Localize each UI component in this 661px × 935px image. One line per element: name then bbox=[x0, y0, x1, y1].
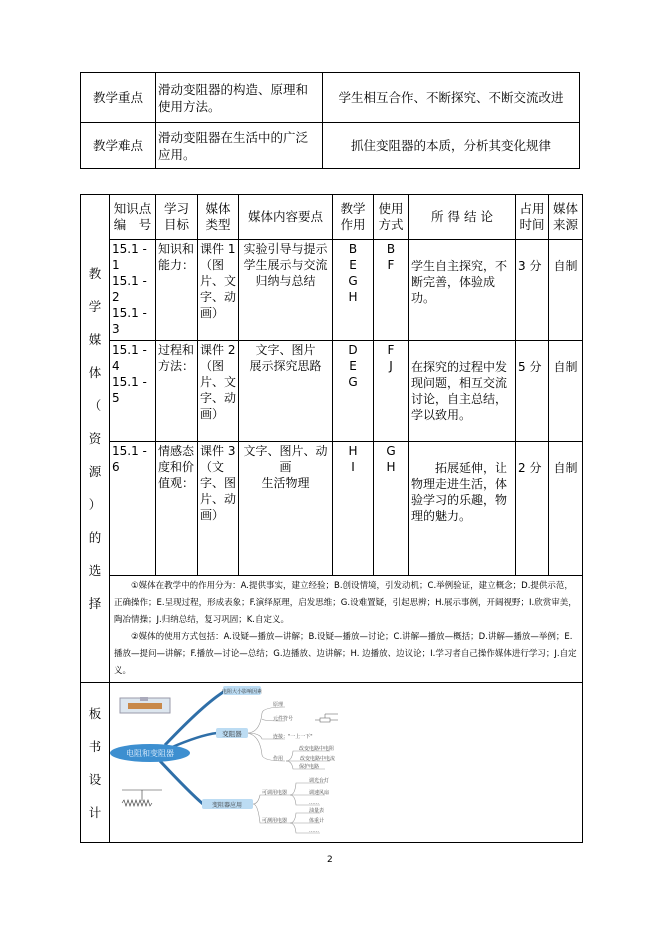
cell-goal: 情感态度和价值观： bbox=[156, 442, 198, 576]
board-label-char: 板 bbox=[88, 705, 102, 721]
cell-type: 课件 2（图片、文字、动画） bbox=[198, 341, 239, 442]
row-label: 教学难点 bbox=[81, 123, 156, 169]
column-header: 占用时间 bbox=[516, 195, 549, 240]
column-header: 媒体来源 bbox=[549, 195, 583, 240]
board-label-char: 设 bbox=[88, 771, 102, 787]
cell-goal: 过程和方法： bbox=[156, 341, 198, 442]
mind-map bbox=[110, 683, 392, 838]
notes-row bbox=[81, 576, 583, 683]
side-label bbox=[81, 195, 110, 683]
header-row bbox=[81, 195, 583, 240]
cell-time: 2 分 bbox=[516, 442, 549, 576]
side-label-char: 学 bbox=[88, 299, 102, 314]
board-label-char: 书 bbox=[88, 738, 102, 754]
cell-conclusion: 拓展延伸，让物理走进生活，体验学习的乐趣，物理的魅力。 bbox=[409, 442, 516, 576]
table-row bbox=[81, 240, 583, 341]
side-label-char: 体 bbox=[88, 365, 102, 380]
node-label: 保护电路 bbox=[299, 764, 320, 770]
side-label-char: 媒 bbox=[88, 332, 102, 347]
cell-type: 课件 3（文字、图片、动画） bbox=[198, 442, 239, 576]
cell-role: H I bbox=[333, 442, 374, 576]
side-label-char: 教 bbox=[88, 266, 102, 281]
column-header: 使用方式 bbox=[374, 195, 409, 240]
side-label-char: （ bbox=[88, 398, 102, 413]
board-label-char: 计 bbox=[88, 804, 102, 820]
board-label bbox=[81, 683, 110, 843]
node-label: 体重计 bbox=[309, 818, 325, 824]
cell-mode: F J bbox=[374, 341, 409, 442]
node-label: 原理 bbox=[273, 702, 284, 708]
column-header: 媒体内容要点 bbox=[239, 195, 333, 240]
cell-code: 15.1 -1 15.1 -2 15.1 -3 bbox=[110, 240, 156, 341]
node-label: …… bbox=[309, 800, 319, 806]
side-label-char: 选 bbox=[88, 563, 102, 578]
branch-line bbox=[170, 733, 217, 748]
media-role-note: ①媒体在教学中的作用分为：A.提供事实，建立经验；B.创设情境，引发动机；C.举例验证，建立概念；D.提供示范，正确操作；E.呈现过程，形成表象；F.演绎原理，启发思维；G.设难置疑，引起思辨；H.展示事例，开阔视野；I.欣赏审美，陶冶情操；J.归纳总结，复习巩固；K.自定义。 bbox=[114, 581, 577, 625]
notes bbox=[110, 576, 583, 683]
rheostat-symbol-icon bbox=[122, 790, 162, 806]
side-label-char: 源 bbox=[88, 464, 102, 479]
cell-type: 课件 1（图片、文字、动画） bbox=[198, 240, 239, 341]
cell-conclusion: 在探究的过程中发现问题，相互交流讨论，自主总结，学以致用。 bbox=[409, 341, 516, 442]
column-header: 所 得 结 论 bbox=[409, 195, 516, 240]
cell-content: 文字、图片、动画 生活物理 bbox=[239, 442, 333, 576]
row-label: 教学重点 bbox=[81, 73, 156, 123]
table-row bbox=[81, 341, 583, 442]
cell-code: 15.1 -6 bbox=[110, 442, 156, 576]
table-row bbox=[81, 73, 580, 123]
side-label-char: 资 bbox=[88, 431, 102, 446]
row-method: 抓住变阻器的本质，分析其变化规律 bbox=[323, 123, 580, 169]
node-label: 调光台灯 bbox=[309, 778, 330, 784]
circuit-symbol-icon bbox=[315, 714, 338, 722]
node-label: 可测用电器 bbox=[262, 818, 288, 824]
table-row bbox=[81, 442, 583, 576]
node-label: 连接："一上一下" bbox=[273, 734, 313, 740]
node-label: 变阻器应用 bbox=[211, 802, 243, 809]
column-header: 学习目标 bbox=[156, 195, 198, 240]
node-label: 元件符号 bbox=[273, 716, 294, 722]
cell-time: 5 分 bbox=[516, 341, 549, 442]
cell-source: 自制 bbox=[549, 341, 583, 442]
center-label: 电阻和变阻器 bbox=[126, 749, 174, 758]
cell-mode: B F bbox=[374, 240, 409, 341]
node-label: 作用 bbox=[273, 756, 284, 762]
board-content bbox=[110, 683, 583, 843]
node-label: …… bbox=[309, 828, 319, 834]
node-label: 调速风扇 bbox=[309, 790, 330, 796]
node-label: 变阻器 bbox=[222, 730, 242, 738]
node-label: 改变电路中电阻 bbox=[299, 746, 335, 752]
table-row bbox=[81, 123, 580, 169]
cell-conclusion: 学生自主探究，不断完善，体验成功。 bbox=[409, 240, 516, 341]
node-label: 可调用电器 bbox=[262, 790, 288, 796]
column-header: 媒体类型 bbox=[198, 195, 239, 240]
row-method: 学生相互合作、不断探究、不断交流改进 bbox=[323, 73, 580, 123]
page-number: 2 bbox=[327, 855, 333, 865]
node-label: 油量表 bbox=[309, 808, 325, 814]
cell-goal: 知识和能力： bbox=[156, 240, 198, 341]
branch-line bbox=[165, 691, 225, 745]
cell-mode: G H bbox=[374, 442, 409, 576]
row-content: 滑动变阻器的构造、原理和使用方法。 bbox=[156, 73, 323, 123]
cell-source: 自制 bbox=[549, 442, 583, 576]
side-label-char: 择 bbox=[88, 596, 102, 611]
node-label: 电阻大小影响因素 bbox=[221, 689, 263, 695]
cell-time: 3 分 bbox=[516, 240, 549, 341]
column-header: 教学作用 bbox=[333, 195, 374, 240]
cell-code: 15.1 -4 15.1 -5 bbox=[110, 341, 156, 442]
side-label-char: ） bbox=[88, 497, 102, 512]
cell-source: 自制 bbox=[549, 240, 583, 341]
cell-role: B E G H bbox=[333, 240, 374, 341]
cell-role: D E G bbox=[333, 341, 374, 442]
cell-content: 实验引导与提示 学生展示与交流 归纳与总结 bbox=[239, 240, 333, 341]
board-row bbox=[81, 683, 583, 843]
focus-difficulty-table bbox=[80, 72, 580, 169]
branch-line bbox=[160, 761, 203, 804]
media-table bbox=[80, 194, 583, 843]
row-content: 滑动变阻器在生活中的广泛应用。 bbox=[156, 123, 323, 169]
rheostat-picture-icon bbox=[120, 697, 170, 713]
side-label-char: 的 bbox=[88, 530, 102, 545]
cell-content: 文字、图片 展示探究思路 bbox=[239, 341, 333, 442]
media-usage-note: ②媒体的使用方式包括：A.设疑—播放—讲解；B.设疑—播放—讨论；C.讲解—播放—概括；D.讲解—播放—举例；E.播放—提问—讲解；F.播放—讨论—总结；G.边播放、边讲解；H. 边播放、边议论；I.学习者自己操作媒体进行学习；J.自定义。 bbox=[114, 632, 577, 676]
node-label: 改变电路中电流 bbox=[300, 756, 336, 762]
column-header: 知识点编 号 bbox=[110, 195, 156, 240]
